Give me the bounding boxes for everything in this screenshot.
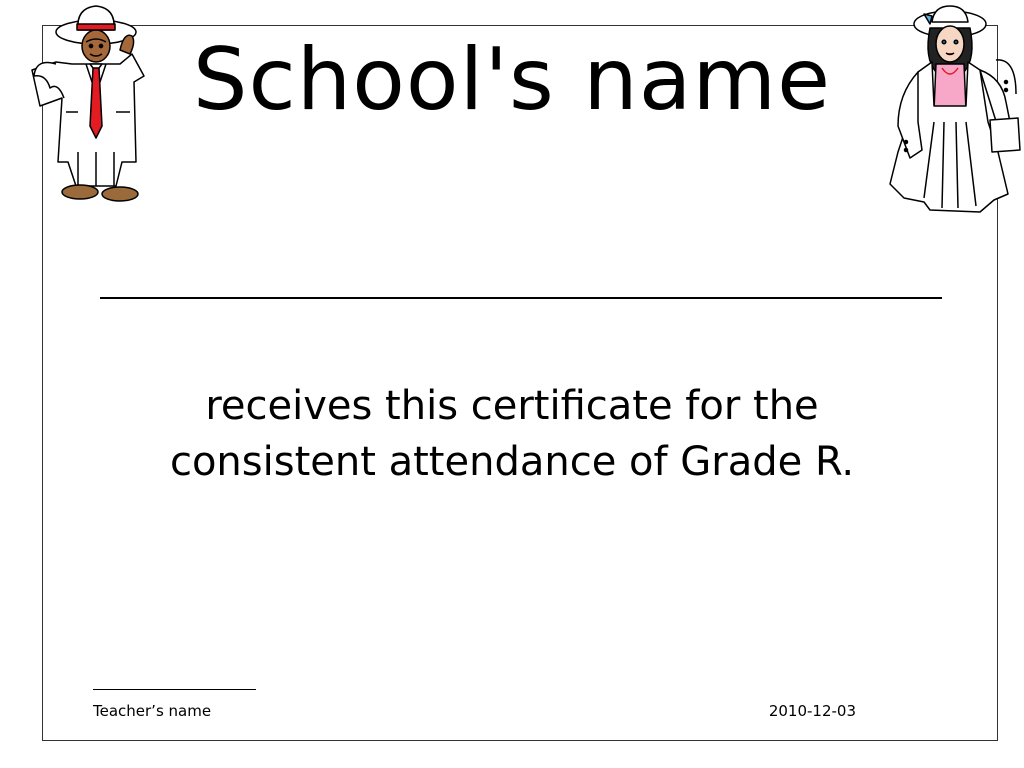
- teacher-name-label: Teacher’s name: [93, 702, 212, 720]
- school-name-title: School's name: [192, 30, 832, 130]
- cartoon-girl-icon: [884, 2, 1024, 214]
- teacher-signature-line: [93, 689, 256, 690]
- cartoon-boy-icon: [16, 2, 152, 206]
- recipient-name-line: [100, 297, 942, 299]
- certificate-statement: [90, 378, 934, 490]
- statement-line-1: receives this certificate for the: [205, 383, 819, 429]
- certificate-date: 2010-12-03: [768, 702, 856, 720]
- statement-line-2: consistent attendance of Grade R.: [169, 439, 855, 485]
